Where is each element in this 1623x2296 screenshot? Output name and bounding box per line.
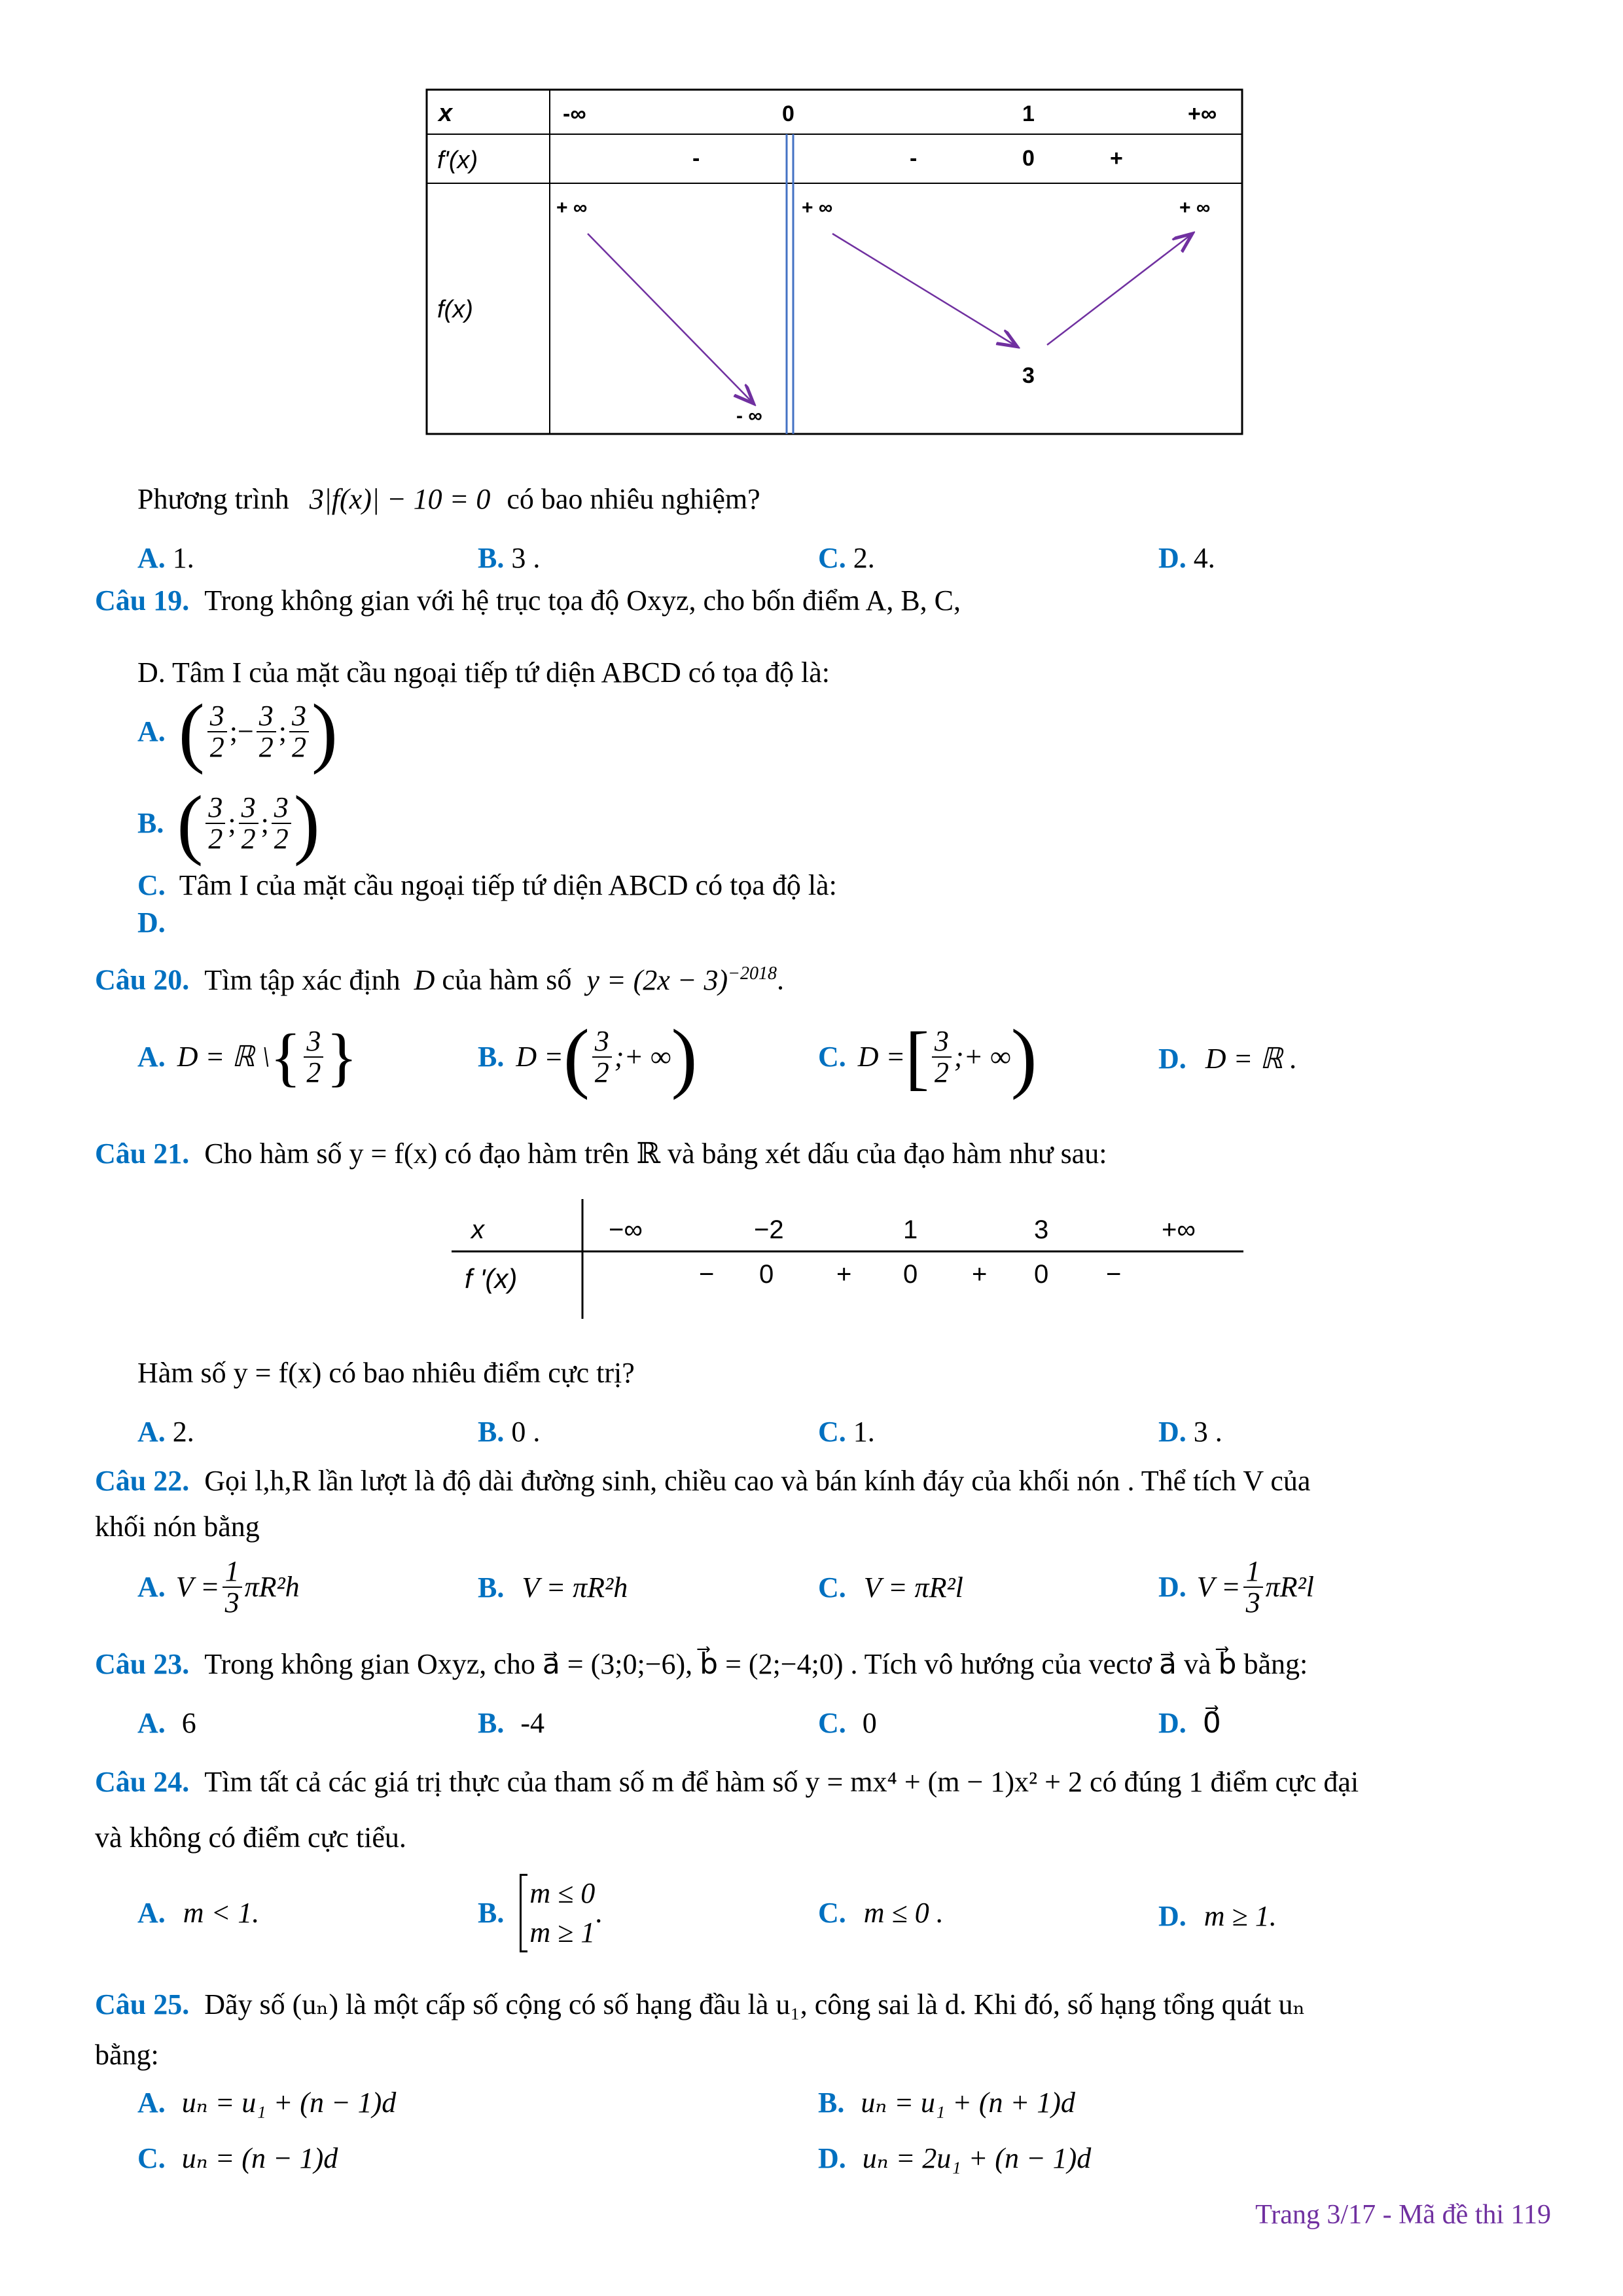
f-value: 3 (1022, 363, 1035, 388)
q25-question2: bằng: (95, 2039, 159, 2071)
option-pre: V = (175, 1571, 220, 1603)
option-label: D. (1158, 1707, 1186, 1739)
separator: ;− (229, 715, 254, 747)
option-label: A. (137, 542, 166, 574)
decrease-arrow (588, 234, 751, 401)
fraction-den: 2 (208, 822, 223, 855)
option-post: πR²h (244, 1571, 300, 1603)
option-value: 1. (853, 1416, 875, 1448)
f-value: - ∞ (736, 405, 762, 427)
fraction (304, 1026, 323, 1088)
question-number: Câu 20. (95, 963, 190, 996)
q20-option-c[interactable] (818, 1013, 1037, 1100)
option-value: V = πR²h (522, 1571, 628, 1604)
fraction-den: 3 (224, 1587, 240, 1619)
q19-option-a[interactable] (137, 687, 338, 775)
fraction (257, 701, 276, 762)
option-value: D = ℝ . (1205, 1043, 1298, 1075)
fp-sign: - (692, 146, 700, 171)
option-value: 2. (853, 542, 875, 574)
fraction-den: 2 (934, 1056, 949, 1088)
q22-option-c[interactable] (818, 1570, 963, 1606)
question-number: Câu 23. (95, 1648, 190, 1680)
q18-text-before: Phương trình (137, 483, 289, 515)
question-text: Cho hàm số y = f(x) có đạo hàm trên ℝ và bảng xét dấu của đạo hàm như sau: (204, 1138, 1107, 1170)
fraction (207, 701, 227, 762)
option-label: C. (818, 1041, 846, 1073)
option-value: 4. (1193, 542, 1215, 574)
q18-question (137, 481, 760, 518)
q25-option-a[interactable] (137, 2085, 396, 2121)
option-label: D. (1158, 1900, 1186, 1932)
q18-equation: 3|f(x)| − 10 = 0 (309, 483, 491, 515)
option-label: A. (137, 1707, 166, 1739)
q20-option-b[interactable] (478, 1013, 698, 1100)
option-label: C. (818, 1707, 846, 1739)
option-value: m ≤ 0 . (863, 1897, 944, 1929)
q18-option-d[interactable] (1158, 540, 1215, 577)
fraction-num: 3 (289, 701, 309, 732)
fraction-num: 3 (239, 793, 259, 824)
q21-question (95, 1136, 1107, 1172)
x-value: 1 (903, 1215, 918, 1244)
x-value: −∞ (609, 1215, 643, 1244)
fp-sign: 0 (1022, 146, 1035, 171)
option-label: A. (137, 715, 166, 747)
fraction-num: 1 (1243, 1556, 1263, 1588)
sign: − (1106, 1260, 1122, 1289)
option-value: Tâm I của mặt cầu ngoại tiếp tứ diện ABCD có tọa độ là: (179, 869, 837, 901)
sign: − (699, 1260, 715, 1289)
variation-table (425, 88, 1243, 435)
fp-sign: - (910, 146, 918, 171)
option-value: 0⃗ (1202, 1707, 1221, 1739)
q25-option-d[interactable] (818, 2140, 1091, 2177)
q18-option-b[interactable] (478, 540, 540, 577)
q19-option-d[interactable] (137, 905, 166, 941)
option-label: A. (137, 1041, 166, 1073)
brace-right: } (326, 1020, 358, 1093)
fraction-num: 3 (592, 1026, 612, 1058)
q21-question2: Hàm số y = f(x) có bao nhiêu điểm cực trị? (137, 1357, 635, 1389)
q23-option-d[interactable] (1158, 1705, 1221, 1742)
question-text: Tìm tập xác định (204, 963, 401, 996)
option-post: ;+ ∞ (954, 1041, 1011, 1073)
option-label: C. (137, 2142, 166, 2174)
option-value: 3 . (1193, 1416, 1222, 1448)
q25-option-b[interactable] (818, 2085, 1075, 2121)
option-label: A. (137, 1416, 166, 1448)
option-value: 1. (172, 542, 194, 574)
bracket-system (520, 1874, 595, 1952)
paren-left: ( (563, 1013, 590, 1100)
q19-option-c[interactable] (137, 867, 837, 904)
q23-option-c[interactable] (818, 1705, 877, 1742)
x-value: -∞ (563, 101, 586, 126)
question-text: Gọi l,h,R lần lượt là độ dài đường sinh, chiều cao và bán kính đáy của khối nón . Thể tích V của (204, 1465, 1311, 1497)
option-value: V = πR²l (863, 1571, 963, 1604)
f-value: + ∞ (1179, 197, 1211, 219)
fraction-num: 1 (223, 1556, 242, 1588)
option-label: B. (137, 806, 164, 839)
q24-option-a[interactable] (137, 1895, 259, 1931)
question-number: Câu 25. (95, 1988, 190, 2020)
q18-option-a[interactable] (137, 540, 194, 577)
system-line: m ≤ 0 (529, 1876, 596, 1909)
page-footer: Trang 3/17 - Mã đề thi 119 (1255, 2200, 1551, 2230)
q24-option-b[interactable] (478, 1869, 602, 1957)
fraction-den: 3 (1245, 1587, 1260, 1619)
exponent: −2018 (728, 963, 777, 984)
function: y = (2x − 3) (586, 963, 728, 996)
q21-option-a[interactable] (137, 1414, 194, 1450)
question-text: Dãy số (uₙ) là một cấp số cộng có số hạng đầu là u₁, công sai là d. Khi đó, số hạng tổng quát uₙ (204, 1988, 1306, 2020)
table-row-f: f(x) (437, 296, 473, 323)
q24-question (95, 1764, 1359, 1801)
paren-right: ) (293, 779, 320, 867)
fraction-num: 3 (272, 793, 291, 824)
bracket-left: [ (905, 1017, 929, 1097)
fraction (289, 701, 309, 762)
q20-option-a[interactable] (137, 1018, 357, 1096)
paren-right: ) (1010, 1013, 1037, 1100)
fraction (932, 1026, 952, 1088)
sign: 0 (903, 1260, 918, 1289)
q24-option-d[interactable] (1158, 1898, 1277, 1935)
option-value: 3 . (511, 542, 541, 574)
x-value: 0 (782, 101, 794, 126)
q20-question (95, 956, 784, 999)
option-label: B. (478, 1896, 505, 1929)
q19-text1 (95, 583, 961, 619)
question-number: Câu 21. (95, 1138, 190, 1170)
q21-option-c[interactable] (818, 1414, 875, 1450)
option-label: B. (478, 542, 505, 574)
var-d: D (414, 963, 435, 996)
sign-table (452, 1198, 1250, 1322)
option-label: C. (818, 542, 846, 574)
option-label: D. (1158, 542, 1186, 574)
option-label: D. (818, 2142, 846, 2174)
option-label: A. (137, 1897, 166, 1929)
option-pre: D = (516, 1041, 563, 1073)
option-label: C. (818, 1571, 846, 1604)
system-line: m ≥ 1 (529, 1916, 596, 1948)
dot: . (595, 1896, 603, 1929)
fp-sign: + (1110, 146, 1123, 171)
q23-option-a[interactable] (137, 1705, 196, 1742)
x-value: +∞ (1162, 1215, 1196, 1244)
option-value: -4 (520, 1707, 545, 1739)
fraction-den: 2 (594, 1056, 609, 1088)
option-label: B. (478, 1041, 505, 1073)
fraction (205, 793, 225, 854)
q22-option-a[interactable] (137, 1548, 300, 1626)
sign: 0 (759, 1260, 774, 1289)
option-pre: V = (1196, 1571, 1241, 1603)
sign-table-x: x (471, 1215, 484, 1244)
x-value: −2 (754, 1215, 784, 1244)
option-label: C. (818, 1416, 846, 1448)
decrease-arrow (832, 234, 1014, 345)
question-number: Câu 19. (95, 584, 190, 617)
question-text: Trong không gian Oxyz, cho a⃗ = (3;0;−6), b⃗ = (2;−4;0) . Tích vô hướng của vectơ a⃗ và b⃗ bằng: (204, 1648, 1308, 1680)
option-value: 2. (172, 1416, 194, 1448)
paren-left: ( (178, 687, 205, 775)
fraction (239, 793, 259, 854)
option-label: B. (478, 1707, 505, 1739)
option-value: uₙ = u₁ + (n + 1)d (861, 2087, 1075, 2119)
question-text: Trong không gian với hệ trục tọa độ Oxyz, cho bốn điểm A, B, C, (204, 584, 961, 617)
q22-question (95, 1463, 1310, 1499)
question-number: Câu 24. (95, 1766, 190, 1798)
fraction-den: 2 (209, 730, 224, 763)
option-label: A. (137, 2087, 166, 2119)
fraction-num: 3 (207, 701, 227, 732)
q23-option-b[interactable] (478, 1705, 544, 1742)
fraction-num: 3 (205, 793, 225, 824)
dot: . (777, 963, 784, 996)
question-text: Tìm tất cả các giá trị thực của tham số m để hàm số y = mx⁴ + (m − 1)x² + 2 có đúng 1 điểm cực đại (204, 1766, 1359, 1798)
fraction-num: 3 (257, 701, 276, 732)
option-post: ;+ ∞ (614, 1041, 671, 1073)
option-value: m < 1. (183, 1897, 260, 1929)
paren-left: ( (177, 779, 204, 867)
separator: ; (228, 806, 236, 839)
option-label: A. (137, 1571, 166, 1603)
option-value: m ≥ 1. (1204, 1900, 1277, 1932)
q20-option-d[interactable] (1158, 1041, 1297, 1077)
option-pre: D = ℝ \ (177, 1041, 270, 1073)
option-label: C. (137, 869, 166, 901)
q18-option-c[interactable] (818, 540, 875, 577)
x-value: +∞ (1188, 101, 1217, 126)
option-value: 0 . (511, 1416, 541, 1448)
option-label: B. (818, 2087, 845, 2119)
option-value: 0 (862, 1707, 877, 1739)
option-value: 6 (181, 1707, 196, 1739)
q25-option-c[interactable] (137, 2140, 338, 2177)
fraction-num: 3 (932, 1026, 952, 1058)
q21-option-d[interactable] (1158, 1414, 1222, 1450)
option-label: D. (1158, 1416, 1186, 1448)
increase-arrow (1047, 236, 1190, 345)
separator: ; (278, 715, 287, 747)
x-value: 1 (1022, 101, 1035, 126)
q19-option-b[interactable] (137, 779, 320, 867)
q19-text2: D. Tâm I của mặt cầu ngoại tiếp tứ diện ABCD có tọa độ là: (137, 656, 830, 689)
f-value: + ∞ (556, 197, 588, 219)
paren-right: ) (312, 687, 338, 775)
option-post: πR²l (1265, 1571, 1314, 1603)
separator: ; (260, 806, 269, 839)
q24-option-c[interactable] (818, 1895, 944, 1931)
fraction (592, 1026, 612, 1088)
fraction (272, 793, 291, 854)
fraction (223, 1556, 242, 1618)
fraction-num: 3 (304, 1026, 323, 1058)
fraction-den: 2 (292, 730, 307, 763)
table-row-x: x (438, 99, 453, 127)
brace-left: { (270, 1020, 302, 1093)
q22-option-b[interactable] (478, 1570, 628, 1606)
fraction-den: 2 (306, 1056, 321, 1088)
x-value: 3 (1034, 1215, 1049, 1244)
option-label: C. (818, 1897, 846, 1929)
q23-question (95, 1646, 1308, 1683)
f-value: + ∞ (802, 197, 833, 219)
option-pre: D = (857, 1041, 906, 1073)
option-value: uₙ = (n − 1)d (181, 2142, 338, 2174)
option-value: uₙ = u₁ + (n − 1)d (181, 2087, 397, 2119)
q21-option-b[interactable] (478, 1414, 540, 1450)
question-number: Câu 22. (95, 1465, 190, 1497)
option-value: uₙ = 2u₁ + (n − 1)d (862, 2142, 1092, 2174)
q22-option-d[interactable] (1158, 1548, 1314, 1626)
option-label: B. (478, 1416, 505, 1448)
option-label: B. (478, 1571, 505, 1604)
q25-question (95, 1986, 1306, 2023)
fraction (1243, 1556, 1263, 1618)
sign: + (836, 1260, 852, 1289)
paren-right: ) (671, 1013, 698, 1100)
fraction-den: 2 (259, 730, 274, 763)
option-label: D. (1158, 1043, 1186, 1075)
sign: 0 (1034, 1260, 1049, 1289)
sign: + (972, 1260, 988, 1289)
option-label: D. (137, 906, 166, 939)
question-text: của hàm số (442, 963, 572, 996)
q18-text-after: có bao nhiêu nghiệm? (507, 483, 760, 515)
fraction-den: 2 (241, 822, 256, 855)
option-label: D. (1158, 1571, 1186, 1603)
q22-question2: khối nón bằng (95, 1511, 260, 1543)
fraction-den: 2 (274, 822, 289, 855)
sign-table-fp: f '(x) (465, 1263, 518, 1294)
table-row-fp: f'(x) (437, 147, 478, 174)
q24-question2: và không có điểm cực tiểu. (95, 1821, 406, 1854)
